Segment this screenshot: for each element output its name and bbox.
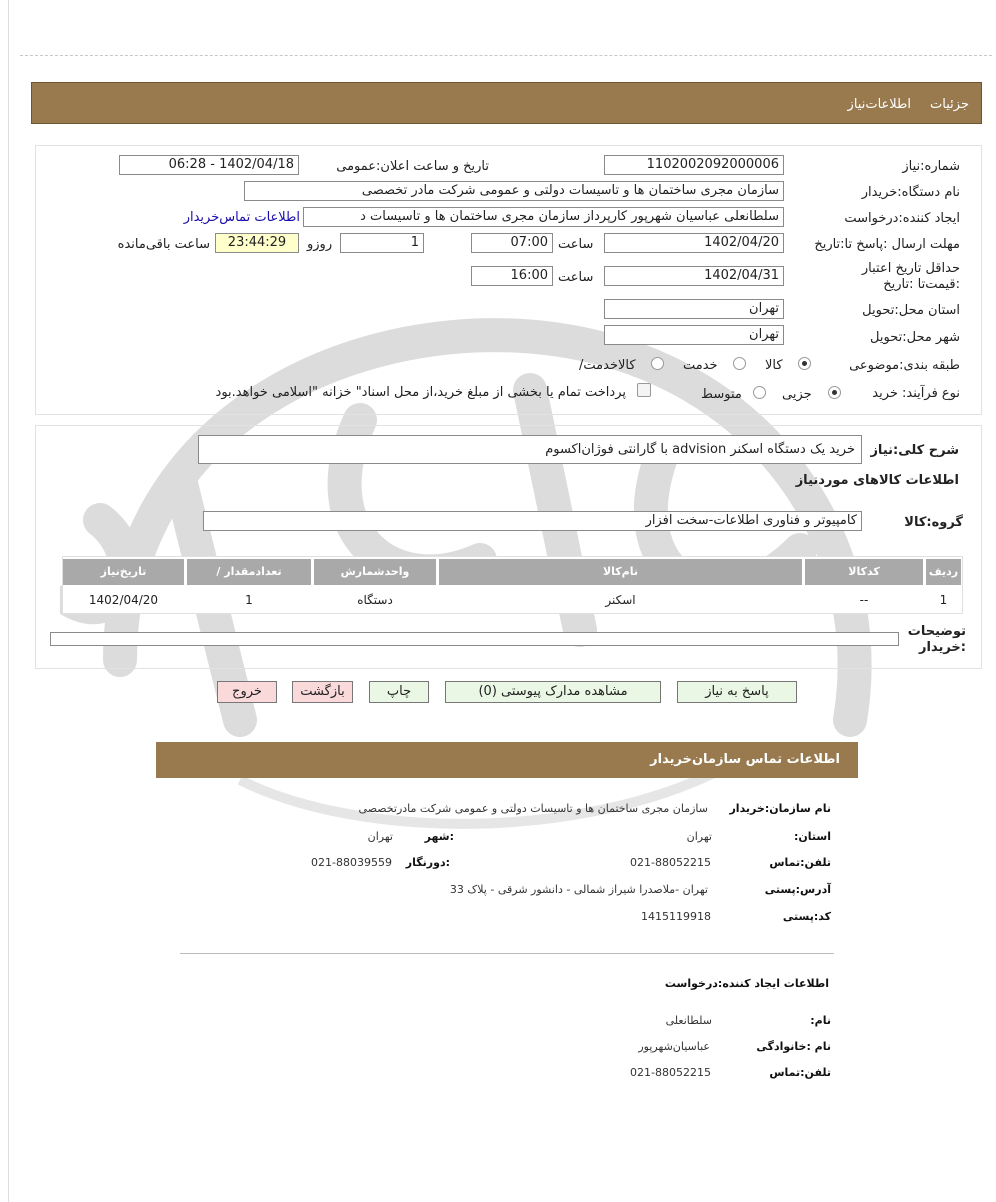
radio-medium-label: متوسط bbox=[701, 387, 742, 402]
validity-time-field: 16:00 bbox=[471, 266, 553, 286]
table-cell-date: 1402/04/20 bbox=[63, 587, 184, 613]
contact-fax-label: :دورنگار bbox=[405, 856, 450, 869]
creator-label: ایجاد کننده:درخواست bbox=[844, 211, 960, 226]
radio-partial-label: جزیی bbox=[782, 387, 812, 402]
buyer-notes-label: توضیحات :خریدار bbox=[907, 624, 966, 655]
table-header-qty: / تعدادمقدار bbox=[187, 559, 311, 585]
items-table bbox=[62, 556, 963, 614]
table-header-code: کدکالا bbox=[805, 559, 923, 585]
table-header-name: نام‌کالا bbox=[439, 559, 802, 585]
requester-section-title: اطلاعات ایجاد کننده:درخواست bbox=[664, 977, 829, 990]
contact-address-label: آدرس:پستی bbox=[764, 883, 831, 896]
radio-goods-service-label: /کالاخدمت bbox=[579, 358, 636, 373]
tab-need-info[interactable]: اطلاعات‌نیاز bbox=[847, 97, 911, 112]
back-button[interactable]: بازگشت bbox=[292, 681, 353, 703]
city-field: تهران bbox=[604, 325, 784, 345]
requester-family-label: نام :خانوادگی bbox=[756, 1040, 831, 1053]
table-header-date: تاریخ‌نیاز bbox=[63, 559, 184, 585]
table-header-row-num: ردیف bbox=[926, 559, 961, 585]
contact-address-value: تهران -ملاصدرا شیراز شمالی - دانشور شرقی - پلاک 33 bbox=[449, 883, 708, 896]
deadline-date-field: 1402/04/20 bbox=[604, 233, 784, 253]
table-cell-unit: دستگاه bbox=[314, 587, 436, 613]
top-dashed-divider bbox=[20, 55, 992, 56]
validity-date-field: 1402/04/31 bbox=[604, 266, 784, 286]
announce-datetime-field: 1402/04/18 - 06:28 bbox=[119, 155, 299, 175]
contact-phone-label: تلفن:تماس bbox=[769, 856, 831, 869]
buyer-org-label: نام دستگاه:خریدار bbox=[861, 185, 960, 200]
contact-city-label: :شهر bbox=[424, 830, 454, 843]
treasury-payment-note: پرداخت تمام یا بخشی از مبلغ خرید،از محل اسناد" خزانه "اسلامی خواهد.بود bbox=[215, 385, 626, 400]
requester-phone-label: تلفن:تماس bbox=[769, 1066, 831, 1079]
contact-province-value: تهران bbox=[686, 830, 712, 843]
contact-fax-value: 021-88039559 bbox=[311, 856, 392, 869]
city-label: شهر محل:تحویل bbox=[870, 330, 960, 345]
contact-province-label: :استان bbox=[793, 830, 831, 843]
contact-postal-label: کد:پستی bbox=[782, 910, 831, 923]
respond-button[interactable]: پاسخ به نیاز bbox=[677, 681, 797, 703]
creator-field: سلطانعلی عباسیان شهرپور کارپرداز سازمان مجری ساختمان ها و تاسیسات د bbox=[303, 207, 784, 227]
buyer-contact-link[interactable]: اطلاعات تماس‌خریدار bbox=[183, 210, 300, 225]
days-label: روزو bbox=[307, 237, 333, 252]
requester-phone-value: 021-88052215 bbox=[630, 1066, 711, 1079]
contact-phone-value: 021-88052215 bbox=[630, 856, 711, 869]
table-cell-code: -- bbox=[805, 587, 923, 613]
remaining-timer: 23:44:29 bbox=[215, 233, 299, 253]
contact-org-label: نام سازمان:خریدار bbox=[729, 802, 831, 815]
table-cell-qty: 1 bbox=[187, 587, 311, 613]
need-number-field: 1102002092000006 bbox=[604, 155, 784, 175]
need-number-label: شماره:نیاز bbox=[902, 159, 960, 174]
requester-family-value: عباسیان‌شهرپور bbox=[638, 1040, 710, 1053]
description-label: شرح کلی:نیاز bbox=[870, 443, 959, 458]
announce-label: تاریخ و ساعت اعلان:عمومی bbox=[336, 159, 489, 174]
remaining-label: ساعت باقی‌مانده bbox=[117, 237, 210, 252]
radio-service[interactable] bbox=[733, 357, 746, 370]
radio-goods-service[interactable] bbox=[651, 357, 664, 370]
deadline-time-label: ساعت bbox=[558, 237, 594, 252]
requester-name-label: :نام bbox=[810, 1014, 831, 1027]
province-label: استان محل:تحویل bbox=[862, 303, 960, 318]
process-label: نوع فرآیند: خرید bbox=[872, 386, 960, 401]
left-border-line bbox=[8, 0, 9, 1202]
buyer-notes-field bbox=[50, 632, 899, 646]
contact-org-value: سازمان مجری ساختمان ها و تاسیسات دولتی و عمومی شرکت مادرتخصصی bbox=[358, 802, 708, 815]
attachments-button[interactable]: مشاهده مدارک پیوستی (0) bbox=[445, 681, 661, 703]
contact-city-value: تهران bbox=[367, 830, 393, 843]
goods-group-field: کامپیوتر و فناوری اطلاعات-سخت افزار bbox=[203, 511, 862, 531]
province-field: تهران bbox=[604, 299, 784, 319]
deadline-label: مهلت ارسال :پاسخ تا:تاریخ bbox=[814, 237, 960, 252]
contact-postal-value: 1415119918 bbox=[641, 910, 711, 923]
treasury-payment-checkbox[interactable] bbox=[637, 383, 651, 397]
table-cell-row-num: 1 bbox=[926, 587, 961, 613]
tab-details[interactable]: جزئیات bbox=[930, 97, 969, 112]
section-divider bbox=[180, 953, 834, 954]
deadline-time-field: 07:00 bbox=[471, 233, 553, 253]
buyer-org-field: سازمان مجری ساختمان ها و تاسیسات دولتی و عمومی شرکت مادر تخصصی bbox=[244, 181, 784, 201]
requester-name-value: سلطانعلی bbox=[665, 1014, 712, 1027]
radio-medium[interactable] bbox=[753, 386, 766, 399]
exit-button[interactable]: خروج bbox=[217, 681, 277, 703]
table-cell-name: اسکنر bbox=[439, 587, 802, 613]
radio-partial[interactable] bbox=[828, 386, 841, 399]
validity-time-label: ساعت bbox=[558, 270, 594, 285]
contact-section-title: اطلاعات تماس سازمان‌خریدار bbox=[650, 752, 840, 767]
table-header-unit: واحدشمارش bbox=[314, 559, 436, 585]
contact-section-bar bbox=[156, 742, 858, 778]
page-header-bar bbox=[31, 82, 982, 124]
radio-service-label: خدمت bbox=[683, 358, 718, 373]
description-field: خرید یک دستگاه اسکنر advision با گارانتی فوژان‌اکسوم bbox=[198, 435, 862, 464]
validity-label: حداقل تاریخ اعتبار :قیمت‌تا :تاریخ bbox=[861, 261, 960, 292]
radio-goods-label: کالا bbox=[765, 358, 783, 373]
print-button[interactable]: چاپ bbox=[369, 681, 429, 703]
items-section-title: اطلاعات کالاهای موردنیاز bbox=[795, 473, 959, 488]
category-label: طبقه بندی:موضوعی bbox=[849, 358, 960, 373]
radio-goods[interactable] bbox=[798, 357, 811, 370]
goods-group-label: گروه:کالا bbox=[904, 515, 963, 530]
days-field: 1 bbox=[340, 233, 424, 253]
